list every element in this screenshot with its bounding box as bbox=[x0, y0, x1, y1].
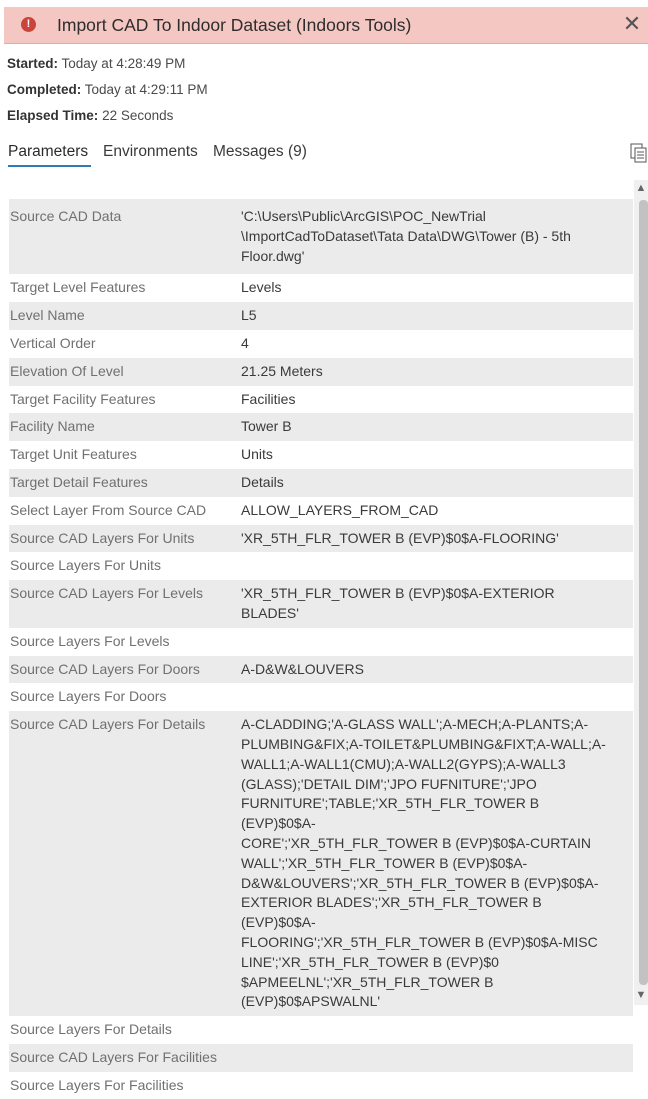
tab-parameters[interactable]: Parameters bbox=[8, 143, 89, 160]
started-info bbox=[7, 56, 185, 71]
parameter-name: Source CAD Layers For Details bbox=[10, 716, 206, 733]
parameter-row bbox=[9, 525, 633, 553]
active-tab-indicator bbox=[8, 165, 91, 167]
parameter-value: Facilities bbox=[241, 390, 296, 407]
completed-value: Today at 4:29:11 PM bbox=[84, 82, 208, 97]
completed-info bbox=[7, 82, 208, 97]
parameter-row bbox=[9, 497, 633, 525]
parameter-name: Source CAD Layers For Doors bbox=[10, 660, 200, 677]
scroll-up-icon[interactable]: ▲ bbox=[635, 182, 647, 194]
parameter-value: Tower B bbox=[241, 418, 292, 435]
parameter-name: Target Unit Features bbox=[10, 446, 137, 463]
parameter-row bbox=[9, 683, 633, 711]
parameter-value: Levels bbox=[241, 279, 282, 296]
parameter-value bbox=[231, 556, 611, 576]
error-icon: ! bbox=[21, 17, 36, 32]
parameter-row bbox=[9, 628, 633, 656]
parameter-value: ALLOW_LAYERS_FROM_CAD bbox=[241, 501, 439, 518]
parameter-row bbox=[9, 1072, 633, 1099]
parameter-value bbox=[231, 632, 611, 652]
parameter-value: Units bbox=[241, 446, 273, 463]
parameter-row bbox=[9, 302, 633, 330]
elapsed-value: 22 Seconds bbox=[102, 108, 174, 123]
tool-header bbox=[4, 7, 648, 44]
parameter-value: A-D&W&LOUVERS bbox=[241, 660, 364, 677]
parameter-row bbox=[9, 441, 633, 469]
parameter-name: Target Detail Features bbox=[10, 473, 148, 490]
parameter-name: Facility Name bbox=[10, 418, 95, 435]
scroll-down-icon[interactable]: ▼ bbox=[635, 989, 647, 1001]
parameter-row bbox=[9, 656, 633, 684]
parameter-value: 21.25 Meters bbox=[241, 362, 323, 379]
parameter-name: Target Level Features bbox=[10, 279, 146, 296]
parameter-name: Source Layers For Doors bbox=[10, 688, 167, 705]
tab-messages[interactable]: Messages (9) bbox=[213, 143, 307, 160]
copy-icon[interactable] bbox=[630, 143, 648, 163]
parameter-value bbox=[231, 1020, 611, 1040]
parameter-row bbox=[9, 1016, 633, 1044]
parameter-value bbox=[231, 687, 611, 707]
parameter-value: 'XR_5TH_FLR_TOWER B (EVP)$0$A-EXTERIOR BLADES' bbox=[241, 585, 555, 621]
parameter-name: Source Layers For Levels bbox=[10, 632, 170, 649]
completed-label: Completed: bbox=[7, 82, 82, 97]
parameter-row bbox=[9, 274, 633, 302]
parameter-value bbox=[231, 1048, 611, 1068]
parameter-name: Source CAD Layers For Units bbox=[10, 529, 195, 546]
parameter-name: Source Layers For Facilities bbox=[10, 1076, 184, 1093]
parameter-row bbox=[9, 1044, 633, 1072]
parameter-row bbox=[9, 580, 633, 628]
parameter-name: Elevation Of Level bbox=[10, 362, 124, 379]
parameter-value: 'C:\Users\Public\ArcGIS\POC_NewTrial \ImportCadToDataset\Tata Data\DWG\Tower (B) - 5th Floor.dwg' bbox=[241, 208, 571, 264]
parameter-value bbox=[231, 1076, 611, 1096]
parameter-value: Details bbox=[241, 473, 284, 490]
tool-title: Import CAD To Indoor Dataset (Indoors Tools) bbox=[57, 15, 412, 35]
parameter-name: Level Name bbox=[10, 307, 85, 324]
parameter-name: Source Layers For Units bbox=[10, 557, 161, 574]
parameter-name: Source CAD Layers For Levels bbox=[10, 585, 203, 602]
parameter-row bbox=[9, 358, 633, 386]
close-icon[interactable]: ✕ bbox=[622, 11, 642, 36]
parameters-table bbox=[9, 199, 633, 1099]
elapsed-info bbox=[7, 108, 173, 123]
parameter-name: Target Facility Features bbox=[10, 390, 156, 407]
parameter-value: A-CLADDING;'A-GLASS WALL';A-MECH;A-PLANTS;A- PLUMBING&FIX;A-TOILET&PLUMBING&FIXT;A-WALL;A- WALL1;A-WALL1(CMU);A-WALL2(GYPS);A-WALL3 (GLASS);'DETAIL DIM';'JPO FUFNITURE';'JPO FURNITURE';TABLE;'XR_5TH_FLR_TOWER B (EVP)$0$A- CORE';'XR_5TH_FLR_TOWER B (EVP)$0$A-CURTAIN WALL';'XR_5TH_FLR_TOWER B (EVP)$0$A- D&W&LOUVERS';'XR_5TH_FLR_TOWER B (EVP)$0$A- EXTERIOR BLADES';'XR_5TH_FLR_TOWER B (EVP)$0$A- FLOORING';'XR_5TH_FLR_TOWER B (EVP)$0$A-MISC LINE';'XR_5TH_FLR_TOWER B (EVP)$0 $APMEELNL';'XR_5TH_FLR_TOWER B (EVP)$0$APSWALNL' bbox=[241, 716, 606, 1010]
parameter-name: Select Layer From Source CAD bbox=[10, 501, 207, 518]
parameter-name: Vertical Order bbox=[10, 334, 96, 351]
parameter-row bbox=[9, 711, 633, 1016]
parameter-value: 'XR_5TH_FLR_TOWER B (EVP)$0$A-FLOORING' bbox=[241, 529, 559, 546]
parameter-value: L5 bbox=[241, 307, 257, 324]
parameter-row bbox=[9, 552, 633, 580]
elapsed-label: Elapsed Time: bbox=[7, 108, 99, 123]
parameter-row bbox=[9, 413, 633, 441]
parameter-row bbox=[9, 469, 633, 497]
parameter-row bbox=[9, 330, 633, 358]
parameter-name: Source CAD Layers For Facilities bbox=[10, 1048, 217, 1065]
parameter-name: Source Layers For Details bbox=[10, 1021, 172, 1038]
parameter-value: 4 bbox=[241, 334, 249, 351]
parameter-row bbox=[9, 199, 633, 274]
started-value: Today at 4:28:49 PM bbox=[61, 56, 186, 71]
parameter-row bbox=[9, 386, 633, 414]
started-label: Started: bbox=[7, 56, 59, 71]
parameter-name: Source CAD Data bbox=[10, 208, 122, 224]
scrollbar-thumb[interactable] bbox=[639, 200, 648, 985]
tab-environments[interactable]: Environments bbox=[103, 143, 198, 160]
